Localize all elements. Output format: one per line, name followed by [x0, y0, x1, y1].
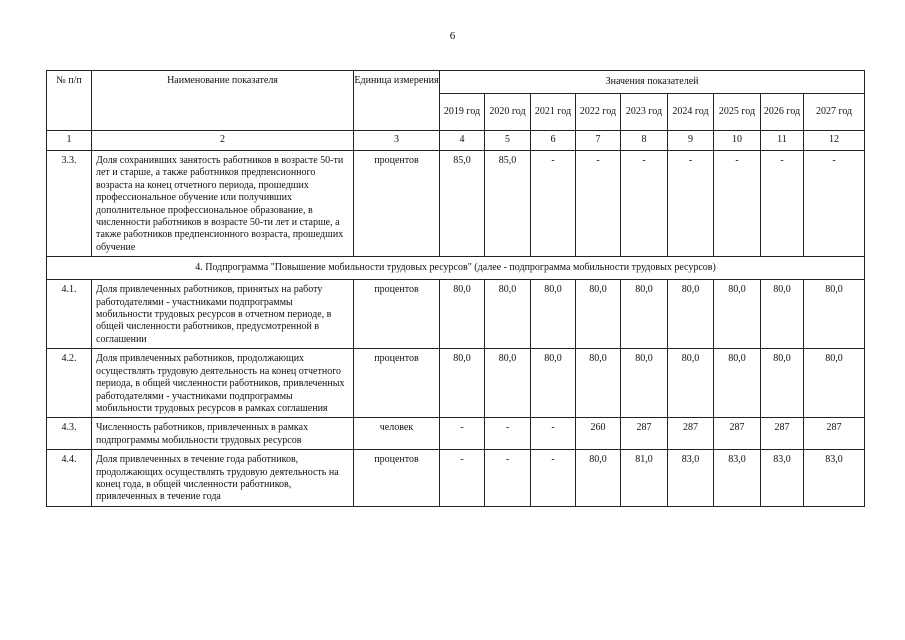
header-year: 2023 год	[621, 94, 668, 131]
indicator-value: 80,0	[531, 280, 576, 349]
indicator-value: -	[485, 450, 531, 507]
header-row-1	[47, 71, 865, 94]
indicator-value: 80,0	[761, 349, 804, 418]
table-row	[47, 418, 865, 450]
indicator-value: 85,0	[440, 151, 485, 257]
indicator-value: 260	[576, 418, 621, 450]
indicator-value: 80,0	[804, 280, 865, 349]
table-header	[47, 71, 865, 131]
header-num: № п/п	[47, 71, 92, 131]
header-year: 2019 год	[440, 94, 485, 131]
section-title: 4. Подпрограмма "Повышение мобильности трудовых ресурсов" (далее - подпрограмма мобильности трудовых ресурсов)	[47, 257, 865, 280]
header-year: 2020 год	[485, 94, 531, 131]
indicator-name: Численность работников, привлеченных в рамках подпрограммы мобильности трудовых ресурсов	[92, 418, 354, 450]
indicator-value: 83,0	[761, 450, 804, 507]
header-year: 2021 год	[531, 94, 576, 131]
indicator-value: 80,0	[576, 349, 621, 418]
column-number: 4	[440, 131, 485, 151]
header-year: 2027 год	[804, 94, 865, 131]
unit-of-measure: процентов	[354, 280, 440, 349]
indicator-name: Доля привлеченных работников, принятых на работу работодателями - участниками подпрограммы мобильности трудовых ресурсов в отчетном периоде, в общей численности работников, предусмотренной в соглашении	[92, 280, 354, 349]
table-row	[47, 151, 865, 257]
indicator-value: -	[761, 151, 804, 257]
indicator-value: -	[531, 151, 576, 257]
indicator-value: 80,0	[485, 349, 531, 418]
header-year: 2022 год	[576, 94, 621, 131]
column-number: 5	[485, 131, 531, 151]
row-number: 4.4.	[47, 450, 92, 507]
indicator-value: -	[668, 151, 714, 257]
header-year: 2024 год	[668, 94, 714, 131]
header-unit: Единица измерения	[354, 71, 440, 131]
row-number: 4.2.	[47, 349, 92, 418]
indicator-value: 80,0	[621, 349, 668, 418]
unit-of-measure: процентов	[354, 151, 440, 257]
indicator-value: 81,0	[621, 450, 668, 507]
indicator-value: 287	[804, 418, 865, 450]
indicator-value: 80,0	[761, 280, 804, 349]
indicator-value: 287	[714, 418, 761, 450]
indicator-value: -	[804, 151, 865, 257]
header-year: 2025 год	[714, 94, 761, 131]
table-row	[47, 349, 865, 418]
indicator-value: -	[621, 151, 668, 257]
indicator-name: Доля сохранивших занятость работников в возрасте 50-ти лет и старше, а также работников предпенсионного возраста на конец отчетного периода, прошедших профессиональное обучение или получивших дополнительное профессиональное образование, в численности работников в возрасте 50-ти лет и старше, а также работников предпенсионного возраста, прошедших обучение	[92, 151, 354, 257]
indicator-name: Доля привлеченных в течение года работников, продолжающих осуществлять трудовую деятельность на конец года, в общей численности работников, привлеченных в течение года	[92, 450, 354, 507]
column-number: 10	[714, 131, 761, 151]
column-number: 8	[621, 131, 668, 151]
indicator-value: 80,0	[440, 280, 485, 349]
indicator-value: 80,0	[804, 349, 865, 418]
column-numbers-row	[47, 131, 865, 151]
indicator-value: 80,0	[576, 280, 621, 349]
indicator-value: -	[531, 418, 576, 450]
column-number: 12	[804, 131, 865, 151]
indicator-value: 287	[761, 418, 804, 450]
column-number: 3	[354, 131, 440, 151]
indicator-name: Доля привлеченных работников, продолжающих осуществлять трудовую деятельность на конец отчетного периода, в общей численности работников, привлеченных работодателями - участниками подпрограммы мобильности трудовых ресурсов в рамках соглашения	[92, 349, 354, 418]
header-name: Наименование показателя	[92, 71, 354, 131]
indicator-value: 80,0	[714, 349, 761, 418]
column-number: 2	[92, 131, 354, 151]
indicator-value: 80,0	[668, 280, 714, 349]
table-row	[47, 450, 865, 507]
indicator-value: -	[531, 450, 576, 507]
indicator-value: -	[485, 418, 531, 450]
table-body	[47, 131, 865, 507]
indicator-value: 80,0	[531, 349, 576, 418]
indicator-value: -	[440, 450, 485, 507]
indicators-table	[46, 70, 865, 507]
column-number: 9	[668, 131, 714, 151]
indicator-value: 287	[668, 418, 714, 450]
page-number: 6	[449, 30, 456, 42]
indicator-value: 83,0	[804, 450, 865, 507]
header-year: 2026 год	[761, 94, 804, 131]
row-number: 4.1.	[47, 280, 92, 349]
indicator-value: 80,0	[440, 349, 485, 418]
indicator-value: 80,0	[485, 280, 531, 349]
indicator-value: 83,0	[714, 450, 761, 507]
column-number: 11	[761, 131, 804, 151]
indicator-value: 85,0	[485, 151, 531, 257]
row-number: 3.3.	[47, 151, 92, 257]
section-row	[47, 257, 865, 280]
column-number: 7	[576, 131, 621, 151]
indicator-value: 80,0	[714, 280, 761, 349]
indicator-value: 287	[621, 418, 668, 450]
column-number: 1	[47, 131, 92, 151]
unit-of-measure: процентов	[354, 349, 440, 418]
header-values: Значения показателей	[440, 71, 865, 94]
indicator-value: 80,0	[576, 450, 621, 507]
table-row	[47, 280, 865, 349]
column-number: 6	[531, 131, 576, 151]
indicator-value: -	[440, 418, 485, 450]
unit-of-measure: человек	[354, 418, 440, 450]
row-number: 4.3.	[47, 418, 92, 450]
indicator-value: -	[714, 151, 761, 257]
indicator-value: 80,0	[668, 349, 714, 418]
indicator-value: -	[576, 151, 621, 257]
unit-of-measure: процентов	[354, 450, 440, 507]
indicator-value: 83,0	[668, 450, 714, 507]
indicator-value: 80,0	[621, 280, 668, 349]
